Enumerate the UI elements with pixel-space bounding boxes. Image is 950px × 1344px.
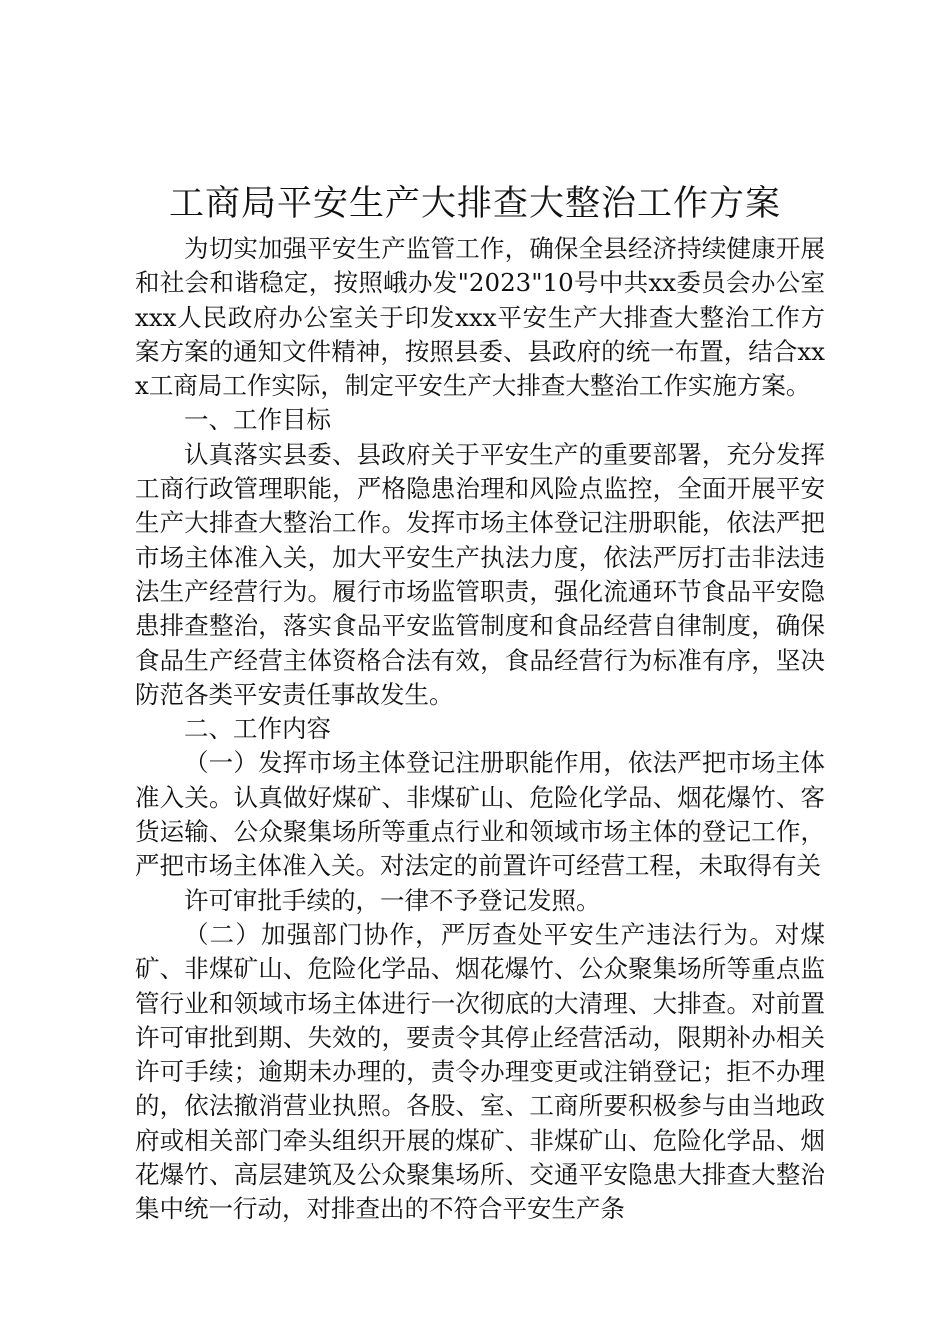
content-item-1-paragraph: （一）发挥市场主体登记注册职能作用，依法严把市场主体准入关。认真做好煤矿、非煤矿山、危险化学品、烟花爆竹、客货运输、公众聚集场所等重点行业和领域市场主体的登记工作，严把市场主体准入关。对法定的前置许可经营工程，未取得有关 xyxy=(135,748,825,881)
section-heading-goals: 一、工作目标 xyxy=(184,405,331,435)
goals-paragraph: 认真落实县委、县政府关于平安生产的重要部署，充分发挥工商行政管理职能，严格隐患治理和风险点监控，全面开展平安生产大排查大整治工作。发挥市场主体登记注册职能，依法严把市场主体准入关，加大平安生产执法力度，依法严厉打击非法违法生产经营行为。履行市场监管职责，强化流通环节食品平安隐患排查整治，落实食品平安监管制度和食品经营自律制度，确保食品生产经营主体资格合法有效，食品经营行为标准有序，坚决防范各类平安责任事故发生。 xyxy=(135,439,825,709)
document-body xyxy=(135,232,825,1227)
intro-paragraph: 为切实加强平安生产监管工作，确保全县经济持续健康开展和社会和谐稳定，按照峨办发"2023"10号中共xx委员会办公室xxx人民政府办公室关于印发xxx平安生产大排查大整治工作方案方案的通知文件精神，按照县委、县政府的统一布置，结合xxx工商局工作实际，制定平安生产大排查大整治工作实施方案。 xyxy=(135,234,825,401)
page-title: 工商局平安生产大排查大整治工作方案 xyxy=(168,184,781,224)
content-item-1-continuation: 许可审批手续的，一律不予登记发照。 xyxy=(184,885,601,915)
section-heading-content: 二、工作内容 xyxy=(184,714,331,744)
content-item-2-paragraph: （二）加强部门协作，严厉查处平安生产违法行为。对煤矿、非煤矿山、危险化学品、烟花爆竹、公众聚集场所等重点监管行业和领域市场主体进行一次彻底的大清理、大排查。对前置许可审批到期、失效的，要责令其停止经营活动，限期补办相关许可手续；逾期未办理的，责令办理变更或注销登记；拒不办理的，依法撤消营业执照。各股、室、工商所要积极参与由当地政府或相关部门牵头组织开展的煤矿、非煤矿山、危险化学品、烟花爆竹、高层建筑及公众聚集场所、交通平安隐患大排查大整治集中统一行动，对排查出的不符合平安生产条 xyxy=(135,919,825,1224)
